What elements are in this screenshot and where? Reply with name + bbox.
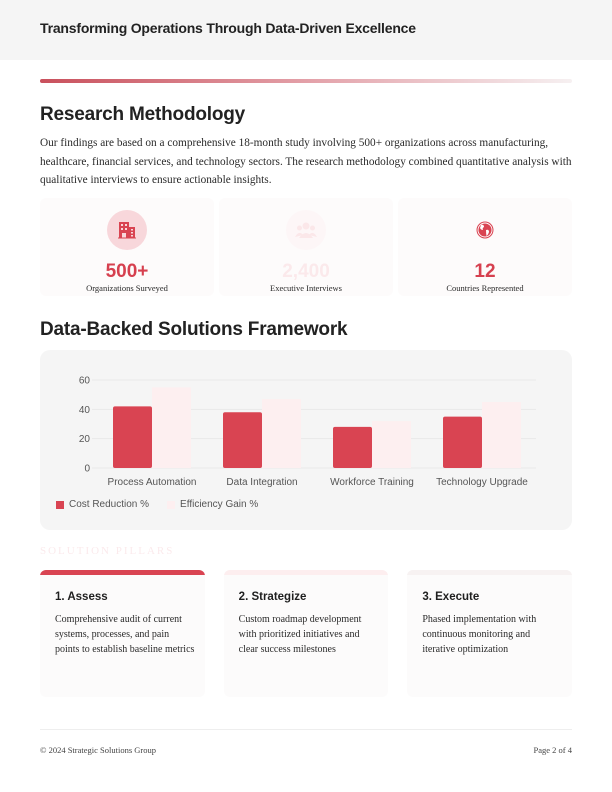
legend-label: Efficiency Gain % [180,499,259,510]
page-number: Page 2 of 4 [533,745,572,755]
stat-value: 2,400 [282,261,330,282]
stat-label: Countries Represented [446,283,524,293]
pillar-card-assess [40,570,205,697]
y-tick-label: 20 [78,434,90,446]
y-tick-label: 40 [78,404,90,416]
bar[interactable] [443,417,482,468]
pillar-accent-bar [407,570,572,575]
stat-card-organizations [40,198,214,296]
x-tick-label: Process Automation [107,477,197,488]
bar[interactable] [482,402,521,468]
bar[interactable] [113,406,152,468]
methodology-body: Our findings are based on a comprehensive 18-month study involving 500+ organizations across manufacturing, healthcare, financial services, and technology sectors. The research methodology combined quantitative analysis with qualitative interviews to ensure actionable insights. [40,137,572,186]
page-header [0,0,612,60]
pillar-title: 1. Assess [55,591,108,603]
globe-icon [465,210,505,250]
y-tick-label: 60 [78,375,90,387]
users-icon [286,210,326,250]
legend-item-efficiency[interactable] [167,499,258,510]
pillar-accent-bar [40,570,205,575]
stats-row [40,198,572,296]
chart-legend [56,499,258,510]
bar[interactable] [152,387,191,468]
footer-copyright: © 2024 Strategic Solutions Group [40,745,157,755]
stat-label: Executive Interviews [270,283,342,293]
pillar-accent-bar [224,570,389,575]
pillars-kicker: SOLUTION PILLARS [40,545,175,557]
bar[interactable] [372,421,411,468]
bar[interactable] [333,427,372,468]
pillar-title: 2. Strategize [238,591,307,603]
y-tick-label: 0 [84,463,90,475]
legend-swatch-efficiency [167,501,175,509]
legend-item-cost[interactable] [56,499,149,510]
pillar-card-execute [407,570,572,697]
footer-divider [40,729,572,730]
pillar-card-strategize [224,570,389,697]
stat-label: Organizations Surveyed [86,283,168,293]
x-tick-label: Workforce Training [330,477,414,488]
document-title: Transforming Operations Through Data-Driven Excellence [40,20,416,36]
pillars-row [40,570,572,697]
stat-value: 500+ [105,261,149,282]
pillar-text: Comprehensive audit of current systems, processes, and pain points to establish baseline metrics [55,614,195,655]
framework-heading: Data-Backed Solutions Framework [40,319,348,340]
pillar-title: 3. Execute [422,591,480,603]
building-icon [107,210,147,250]
methodology-heading: Research Methodology [40,104,246,125]
stat-card-interviews [219,198,393,296]
pillar-text: Phased implementation with continuous monitoring and iterative optimization [422,614,537,655]
pillar-text: Custom roadmap development with prioritized initiatives and clear success milestones [238,614,362,655]
bar[interactable] [262,399,301,468]
accent-divider [40,79,572,83]
bar[interactable] [223,412,262,468]
x-tick-label: Technology Upgrade [436,477,528,488]
x-tick-label: Data Integration [226,477,298,488]
stat-card-countries [398,198,572,296]
legend-label: Cost Reduction % [69,499,150,510]
stat-value: 12 [474,261,496,282]
legend-swatch-cost [56,501,64,509]
